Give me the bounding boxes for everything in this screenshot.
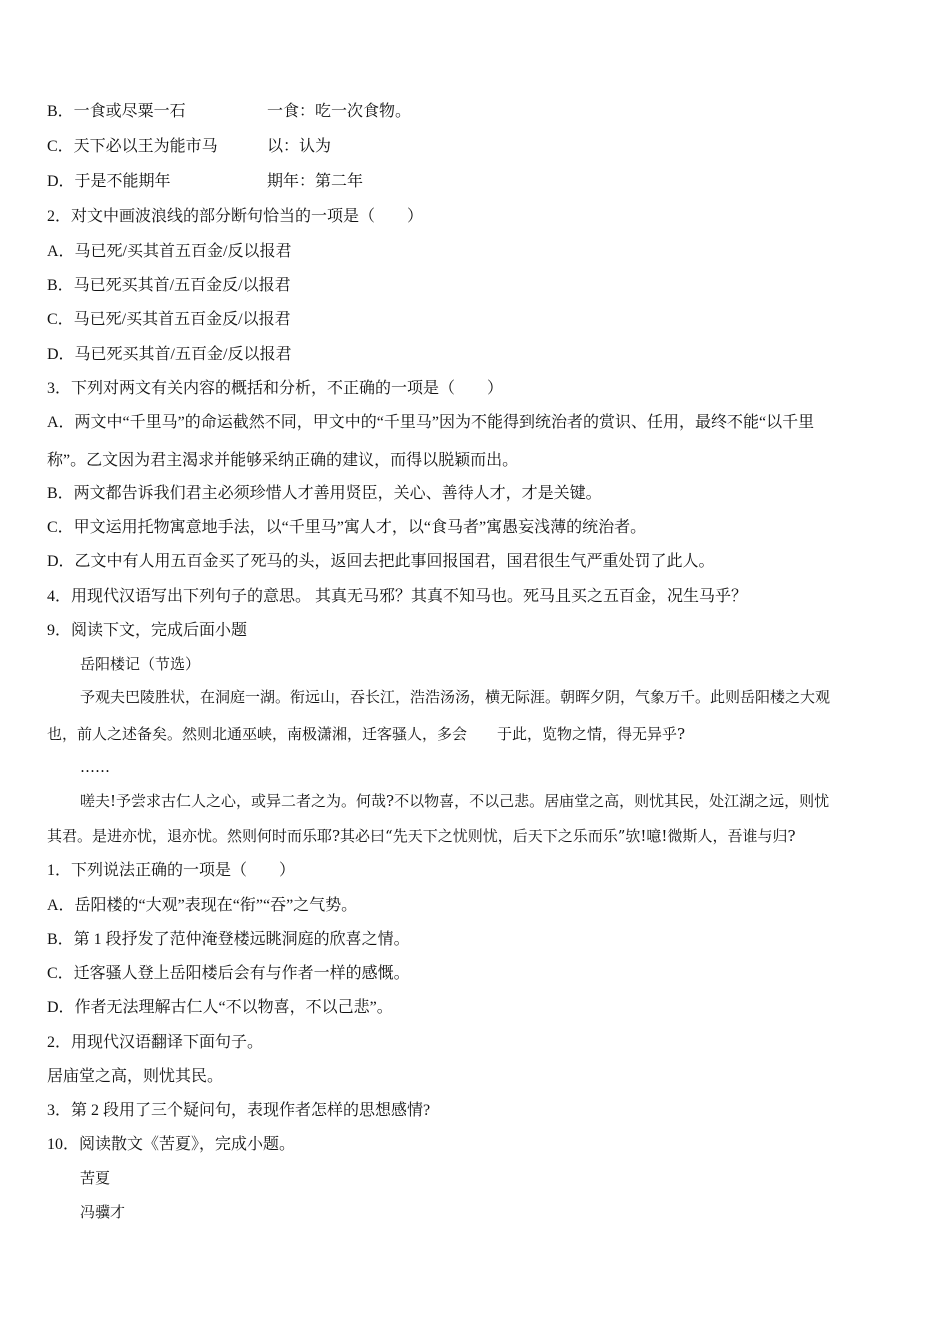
- s9-q3-stem: 3．第 2 段用了三个疑问句，表现作者怎样的思想感情?: [47, 1102, 431, 1119]
- q3-option-c: C．甲文运用托物寓意地手法，以“千里马”寓人才，以“食马者”寓愚妄浅薄的统治者。: [47, 519, 647, 536]
- q1-option-b: [47, 102, 412, 122]
- option-gloss: 期年：第二年: [267, 173, 364, 190]
- q3-option-a-cont: 称”。乙文因为君主渴求并能够采纳正确的建议，而得以脱颖而出。: [47, 452, 519, 469]
- q2-stem: 2．对文中画波浪线的部分断句恰当的一项是（ ）: [47, 208, 424, 225]
- q2-option-c: C．马已死/买其首五百金反/以报君: [47, 311, 291, 328]
- q4-stem: 4．用现代汉语写出下列句子的意思。 其真无马邪？其真不知马也。死马且买之五百金，况生马乎？: [47, 588, 748, 605]
- s9-q1-option-a: A．岳阳楼的“大观”表现在“衔”“吞”之气势。: [47, 897, 358, 914]
- s9-q1-option-b: B．第 1 段抒发了范仲淹登楼远眺洞庭的欣喜之情。: [47, 931, 410, 948]
- q3-stem: 3．下列对两文有关内容的概括和分析，不正确的一项是（ ）: [47, 380, 504, 397]
- q3-option-a: A．两文中“千里马”的命运截然不同，甲文中的“千里马”因为不能得到统治者的赏识、任用，最终不能“以千里: [47, 414, 815, 431]
- q2-option-b: B．马已死买其首/五百金反/以报君: [47, 277, 291, 294]
- passage-ellipsis: ……: [80, 758, 110, 776]
- section-10-heading: 10．阅读散文《苦夏》，完成小题。: [47, 1136, 296, 1153]
- q2-option-a: A．马已死/买其首五百金/反以报君: [47, 243, 292, 260]
- essay-author: 冯骥才: [80, 1203, 126, 1221]
- q3-option-d: D．乙文中有人用五百金买了死马的头，返回去把此事回报国君，国君很生气严重处罚了此人。: [47, 553, 715, 570]
- q1-option-d: [47, 172, 364, 192]
- s9-q2-sentence: 居庙堂之高，则忧其民。: [47, 1068, 224, 1085]
- passage-title: 岳阳楼记（节选）: [80, 655, 201, 673]
- q1-option-c: [47, 137, 332, 157]
- q3-option-b: B．两文都告诉我们君主必须珍惜人才善用贤臣，关心、善待人才，才是关键。: [47, 485, 602, 502]
- option-gloss: 一食：吃一次食物。: [267, 103, 412, 120]
- s9-q1-option-d: D．作者无法理解古仁人“不以物喜，不以己悲”。: [47, 999, 393, 1016]
- section-9-heading: 9．阅读下文，完成后面小题: [47, 622, 248, 639]
- s9-q1-option-c: C．迁客骚人登上岳阳楼后会有与作者一样的感慨。: [47, 965, 410, 982]
- option-text: C．天下必以王为能市马: [47, 138, 218, 155]
- passage-p2-cont: 其君。是进亦忧，退亦忧。然则何时而乐耶?其必曰“先天下之忧则忧，后天下之乐而乐”欤!噫!微斯人，吾谁与归?: [47, 827, 796, 845]
- option-text: B．一食或尽粟一石: [47, 103, 186, 120]
- passage-p1-cont: 也，前人之述备矣。然则北通巫峡，南极潇湘，迁客骚人，多会 于此，览物之情，得无异乎?: [47, 725, 686, 743]
- option-text: D．于是不能期年: [47, 173, 171, 190]
- s9-q2-stem: 2．用现代汉语翻译下面句子。: [47, 1034, 264, 1051]
- s9-q1-stem: 1．下列说法正确的一项是（ ）: [47, 862, 296, 879]
- passage-p2: 嗟夫!予尝求古仁人之心，或异二者之为。何哉?不以物喜，不以己悲。居庙堂之高，则忧其民，处江湖之远，则忧: [80, 792, 830, 810]
- passage-p1: 予观夫巴陵胜状，在洞庭一湖。衔远山，吞长江，浩浩汤汤，横无际涯。朝晖夕阴，气象万千。此则岳阳楼之大观: [80, 688, 831, 706]
- option-gloss: 以：认为: [267, 138, 332, 155]
- essay-title: 苦夏: [80, 1169, 111, 1187]
- q2-option-d: D．马已死买其首/五百金/反以报君: [47, 346, 292, 363]
